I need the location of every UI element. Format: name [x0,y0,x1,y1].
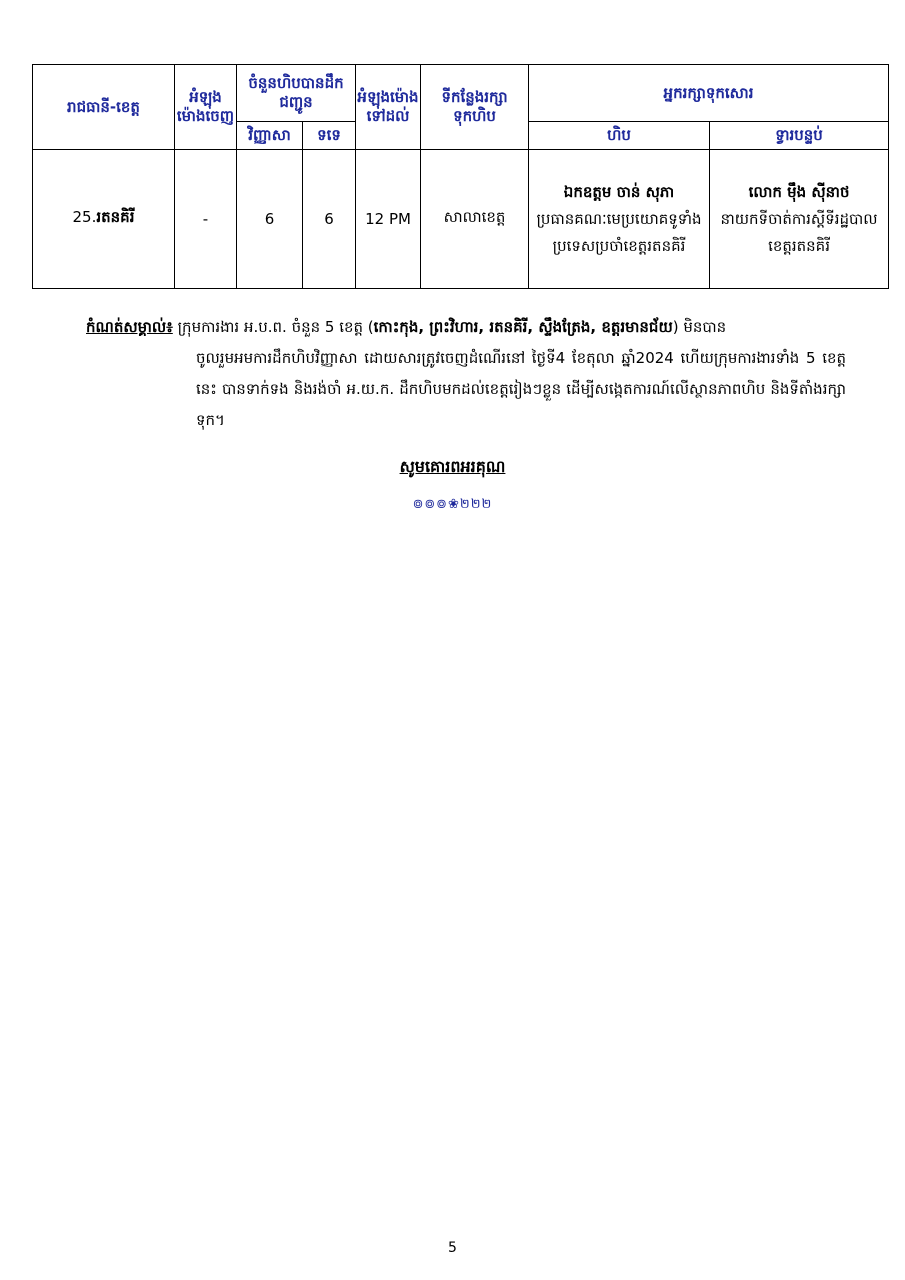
header-boxes-empty: ទទេ [303,122,356,150]
box-keeper-name: ឯកឧត្តម ចាន់ សុភា [563,182,675,201]
header-province: រាជធានី-ខេត្ត [33,65,175,150]
cell-door-keeper [710,150,889,289]
header-arrival-time: អំឡុងម៉ោងទៅដល់ [356,65,421,150]
cell-empty-boxes: 6 [303,150,356,289]
header-boxes-count: ចំនួនហិបបានដឹកជញ្ជូន [237,65,356,122]
header-keepers: អ្នករក្សាទុកសោរ [529,65,889,122]
remark-note [86,312,846,436]
note-text-mid: ) មិនបាន [672,318,727,336]
header-departure-time: អំឡុងម៉ោងចេញ [175,65,237,150]
note-text-rest: ចូលរួមអមការដឹកហិបវិញ្ញាសា ដោយសារត្រូវចេញដំណើរនៅ ថ្ងៃទី4 ខែតុលា ឆ្នាំ2024 ហើយក្រុមការងារទាំង 5 ខេត្តនេះ បានទាក់ទង និងរង់ចាំ អ.យ.ក. ដឹកហិបមកដល់ខេត្តរៀងៗខ្លួន ដើម្បីសង្កេតការណ៍លើស្ថានភាពហិប និងទីតាំងរក្សាទុក។ [196,349,846,429]
province-name: រតនគិរី [96,208,135,226]
header-boxes-envelope: វិញ្ញាសា [237,122,303,150]
cell-place: សាលាខេត្ត [421,150,529,289]
door-keeper-name: លោក ម៉ឹង ស៊ីនាថ [748,182,850,201]
door-keeper-role: នាយកទីចាត់ការស្តីទីរដ្ឋបាលខេត្តរតនគិរី [720,209,878,255]
closing-thanks: សូមគោរពអរគុណ [399,457,506,476]
header-keeper-door: ទ្វារបន្ទប់ [710,122,889,150]
cell-box-keeper [529,150,710,289]
page-number: 5 [448,1240,457,1256]
date-code: ៙៙៙❀២២២ [412,497,493,512]
cell-envelope-boxes: 6 [237,150,303,289]
header-storage-place: ទីកន្លែងរក្សាទុកហិប [421,65,529,150]
cell-arrival: 12 PM [356,150,421,289]
province-number: 25. [72,208,97,226]
box-keeper-role: ប្រធានគណៈមេប្រយោគទូទាំងប្រទេសប្រចាំខេត្តរតនគិរី [536,209,702,255]
transport-table [32,64,889,289]
cell-departure: - [175,150,237,289]
note-provinces: កោះកុង, ព្រះវិហារ, រតនគិរី, ស្ទឹងត្រែង, ឧត្តរមានជ័យ [373,318,673,336]
note-label: កំណត់សម្គាល់៖ [86,318,173,336]
header-keeper-box: ហិប [529,122,710,150]
note-text-start: ក្រុមការងារ អ.ប.ព. ចំនួន 5 ខេត្ត ( [177,318,374,336]
cell-province [33,150,175,289]
table-row [33,150,889,289]
